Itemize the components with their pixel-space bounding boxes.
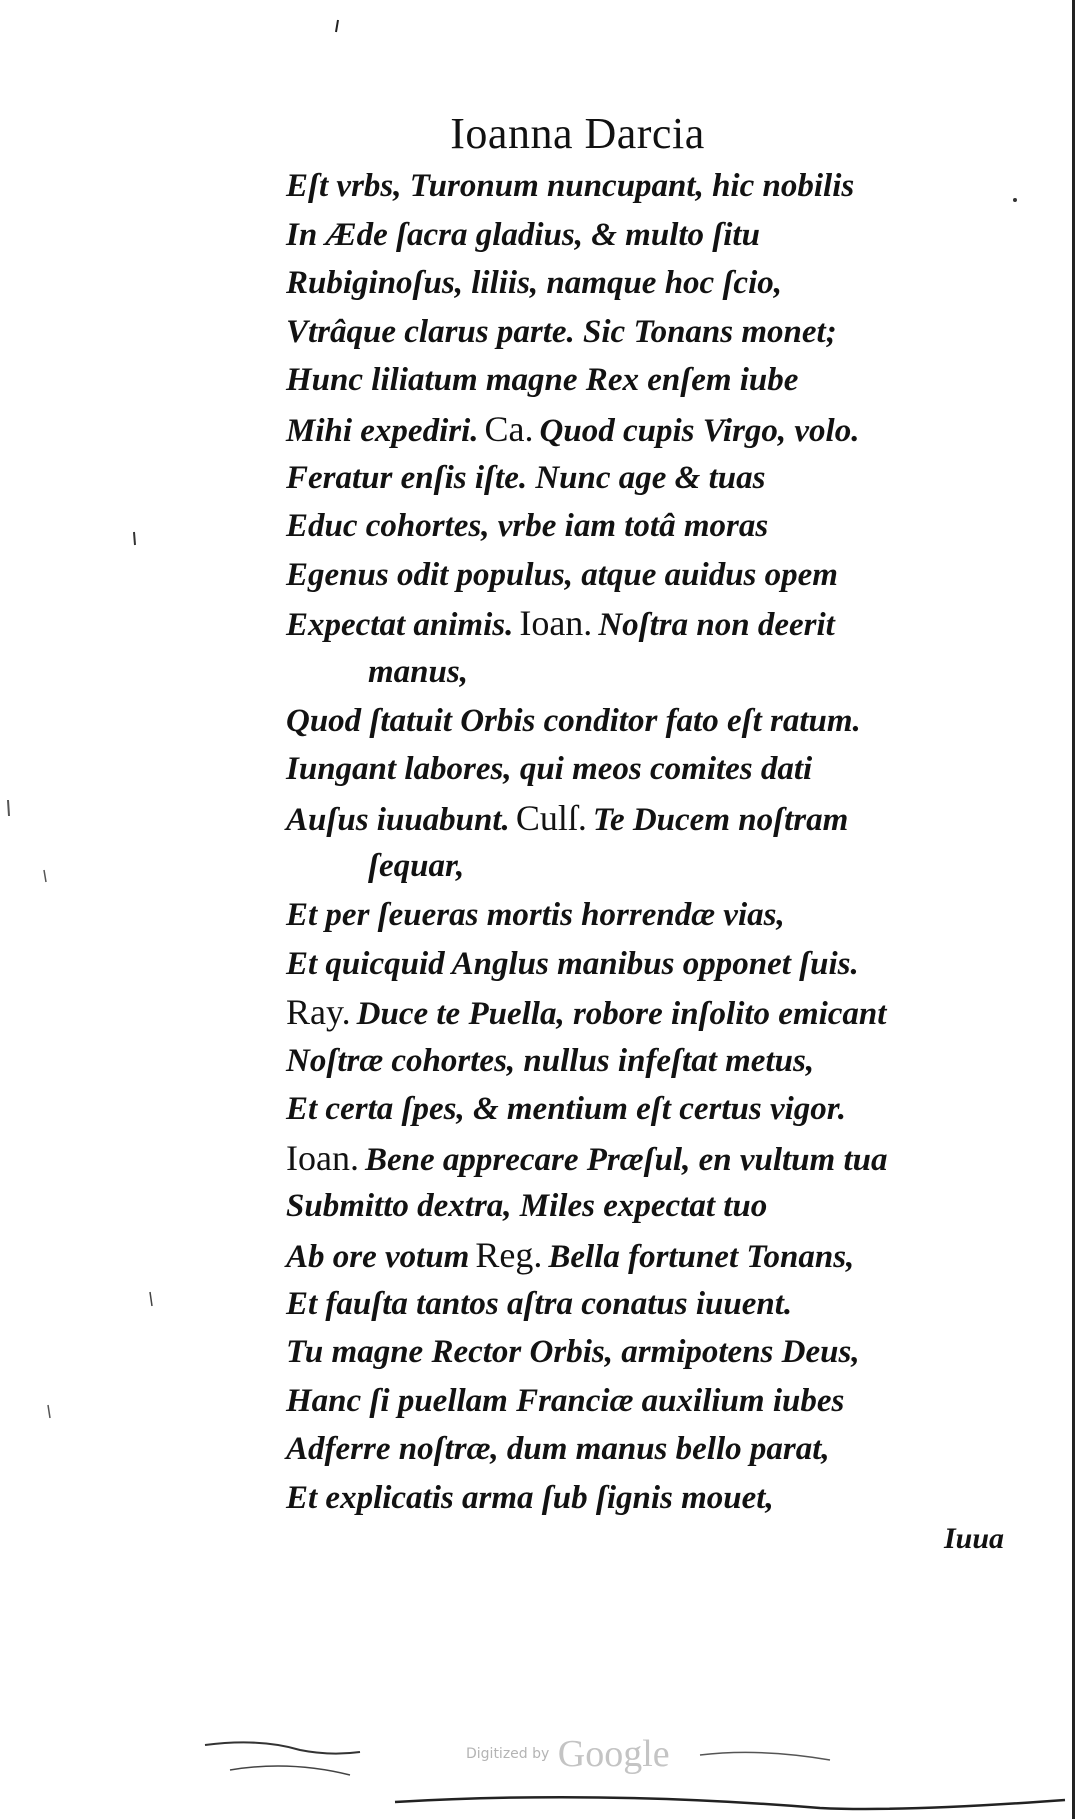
- verse-text: Eſt vrbs, Turonum nuncupant, hic nobilis: [286, 168, 855, 204]
- verse-turnover: [286, 648, 1026, 697]
- scan-smudge-bottom-left: [205, 1742, 360, 1753]
- verse-line: [286, 551, 1026, 600]
- verse-text: Et per ſeueras mortis horrendæ vias,: [286, 896, 785, 933]
- verse-line: [286, 1085, 1026, 1134]
- verse-text-before-speaker: Mihi expediri.: [286, 412, 479, 449]
- verse-line: [286, 1134, 1026, 1183]
- speaker-name: Ca.: [484, 408, 534, 449]
- verse-line: [286, 1280, 1026, 1329]
- speaker-name: Ray.: [286, 992, 351, 1033]
- verse-text-after-speaker: Quod cupis Virgo, volo.: [539, 412, 860, 449]
- verse-line: [286, 1377, 1026, 1426]
- watermark-prefix: Digitized by: [466, 1746, 550, 1762]
- digitization-watermark: [466, 1732, 670, 1776]
- verse-text-before-speaker: Ab ore votum: [286, 1239, 470, 1276]
- verse-text: Vtrâque clarus parte. Sic Tonans monet;: [286, 313, 837, 350]
- verse-block: [286, 162, 1026, 1523]
- verse-text-after-speaker: Bene apprecare Præſul, en vultum tua: [364, 1141, 888, 1178]
- verse-text-after-speaker: Te Ducem noſtram: [592, 801, 849, 838]
- verse-text-after-speaker: Noſtra non deerit: [598, 607, 835, 644]
- speaker-name: Reg.: [475, 1235, 543, 1276]
- verse-text-after-speaker: Duce te Puella, robore inſolito emicant: [356, 996, 887, 1033]
- verse-line: [286, 599, 1026, 648]
- verse-line: [286, 259, 1026, 308]
- scan-smudge-bottom-right: [700, 1752, 830, 1760]
- verse-text: Tu magne Rector Orbis, armipotens Deus,: [286, 1334, 860, 1371]
- verse-line: [286, 405, 1026, 454]
- running-head: Ioanna Darcia: [450, 109, 705, 158]
- catchword: Iuua: [944, 1522, 1005, 1555]
- scan-tick-left: [44, 870, 46, 882]
- verse-text-before-speaker: Expectat animis.: [286, 607, 514, 644]
- verse-text: Educ cohortes, vrbe iam totâ moras: [286, 508, 769, 545]
- verse-line: [286, 1231, 1026, 1280]
- scan-tick-left: [134, 532, 135, 545]
- verse-line: [286, 162, 1026, 211]
- verse-line: [286, 794, 1026, 843]
- verse-line: [286, 502, 1026, 551]
- speaker-name: Ioan.: [519, 603, 593, 644]
- scan-tick-top: [336, 20, 338, 32]
- page-edge-shadow: [1072, 0, 1075, 1819]
- verse-text: Et quicquid Anglus manibus opponet ſuis.: [286, 945, 859, 982]
- speaker-name: Ioan.: [286, 1137, 359, 1178]
- verse-text: Iungant labores, qui meos comites dati: [286, 751, 813, 788]
- verse-text: Et fauſta tantos aſtra conatus iuuent.: [286, 1285, 793, 1322]
- verse-text: Et certa ſpes, & mentium eſt certus vigor.: [286, 1091, 847, 1128]
- scan-tick-left: [48, 1405, 50, 1418]
- verse-text: Et explicatis arma ſub ſignis mouet,: [286, 1480, 774, 1517]
- verse-text: Noſtræ cohortes, nullus infeſtat metus,: [286, 1042, 815, 1079]
- verse-turnover: [286, 842, 1026, 891]
- verse-line: [286, 211, 1026, 260]
- verse-text: Adferre noſtræ, dum manus bello parat,: [286, 1431, 830, 1468]
- watermark-brand-logo: Google: [557, 1733, 670, 1775]
- verse-text: Submitto dextra, Miles expectat tuo: [286, 1188, 768, 1225]
- verse-text-after-speaker: Bella fortunet Tonans,: [548, 1239, 855, 1276]
- scan-smudge-bottom-left: [230, 1766, 350, 1775]
- verse-line: [286, 1425, 1026, 1474]
- verse-text: manus,: [368, 653, 468, 690]
- verse-text: Quod ſtatuit Orbis conditor fato eſt ratum.: [286, 702, 861, 739]
- verse-line: [286, 1328, 1026, 1377]
- verse-text: ſequar,: [368, 848, 465, 885]
- scan-tick-left: [8, 800, 9, 816]
- verse-text: Hunc liliatum magne Rex enſem iube: [286, 362, 799, 399]
- verse-text-before-speaker: Auſus iuuabunt.: [286, 801, 510, 838]
- verse-line: [286, 940, 1026, 989]
- verse-line: [286, 454, 1026, 503]
- speaker-name: Culſ.: [515, 797, 587, 838]
- verse-line: [286, 697, 1026, 746]
- verse-text: Egenus odit populus, atque auidus opem: [286, 556, 838, 593]
- verse-line: [286, 745, 1026, 794]
- verse-text: Feratur enſis iſte. Nunc age & tuas: [286, 459, 766, 496]
- verse-line: [286, 891, 1026, 940]
- verse-line: [286, 308, 1026, 357]
- verse-text: Rubiginoſus, liliis, namque hoc ſcio,: [286, 265, 782, 302]
- verse-line: [286, 356, 1026, 405]
- verse-line: [286, 1474, 1026, 1523]
- verse-text: Hanc ſi puellam Franciæ auxilium iubes: [286, 1382, 845, 1419]
- verse-line: [286, 988, 1026, 1037]
- verse-line: [286, 1037, 1026, 1086]
- scan-smudge-bottom: [395, 1797, 1065, 1809]
- scan-tick-left: [150, 1292, 152, 1306]
- verse-line: [286, 1182, 1026, 1231]
- verse-text: In Æde ſacra gladius, & multo ſitu: [286, 216, 760, 253]
